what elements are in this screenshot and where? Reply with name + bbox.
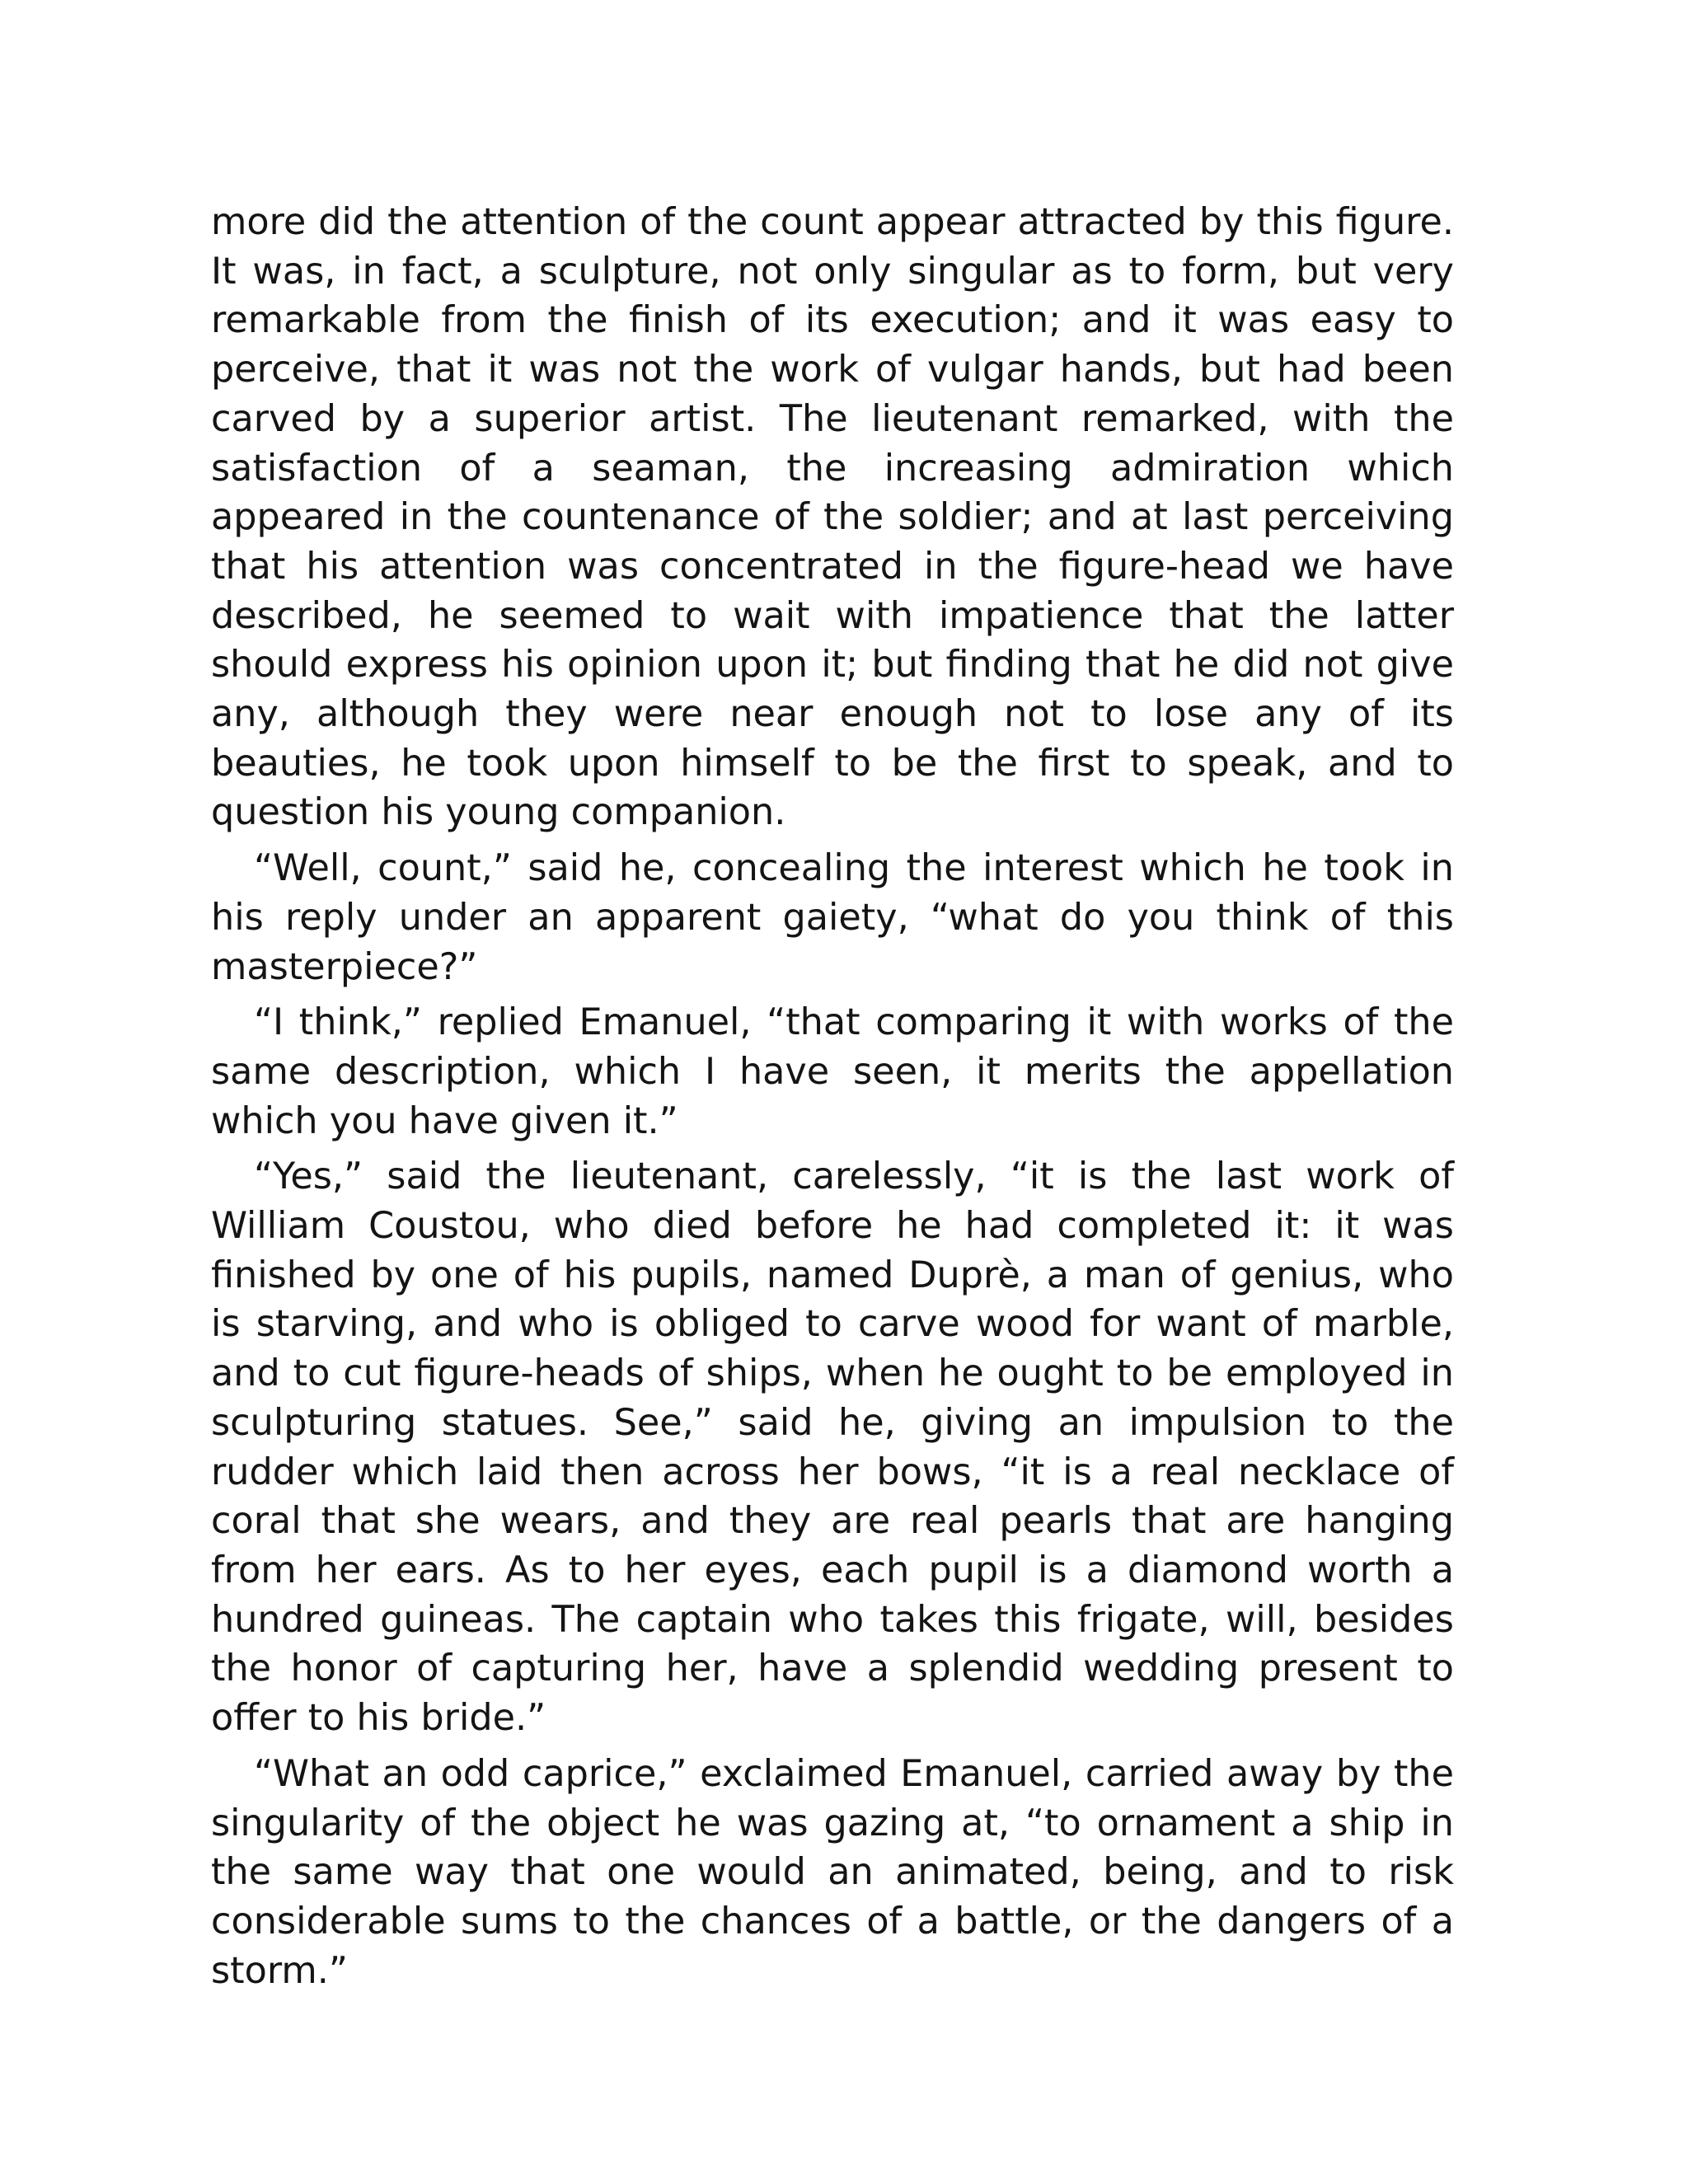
paragraph-1: more did the attention of the count appear attracted by this figure. It was, in fact, a sculpture, not only singular as to form, but very remarkable from the finish of its execution; and it was easy to perceive, that it was not the work of vulgar hands, but had been carved by a superior artist. The lieutenant remarked, with the satisfaction of a seaman, the increasing admiration which appeared in the countenance of the soldier; and at last perceiving that his attention was concentrated in the figure-head we have described, he seemed to wait with impatience that the latter should express his opinion upon it; but finding that he did not give any, although they were near enough not to lose any of its beauties, he took upon himself to be the first to speak, and to question his young companion.	[211, 201, 1454, 834]
paragraph-4: “Yes,” said the lieutenant, carelessly, “it is the last work of William Coustou, who died before he had completed it: it was finished by one of his pupils, named Duprè, a man of genius, who is starving, and who is obliged to carve wood for want of marble, and to cut figure-heads of ships, when he ought to be employed in sculpturing statues. See,” said he, giving an impulsion to the rudder which laid then across her bows, “it is a real necklace of coral that she wears, and they are real pearls that are hanging from her ears. As to her eyes, each pupil is a diamond worth a hundred guineas. The captain who takes this frigate, will, besides the honor of capturing her, have a splendid wedding present to offer to his bride.”	[211, 1155, 1454, 1740]
document-page	[211, 198, 1454, 1995]
paragraph-2: “Well, count,” said he, concealing the interest which he took in his reply under an apparent gaiety, “what do you think of this masterpiece?”	[211, 847, 1454, 988]
paragraph-5: “What an odd caprice,” exclaimed Emanuel, carried away by the singularity of the object he was gazing at, “to ornament a ship in the same way that one would an animated, being, and to risk considerable sums to the chances of a battle, or the dangers of a storm.”	[211, 1752, 1454, 1992]
paragraph-3: “I think,” replied Emanuel, “that comparing it with works of the same description, which I have seen, it merits the appellation which you have given it.”	[211, 1001, 1454, 1142]
